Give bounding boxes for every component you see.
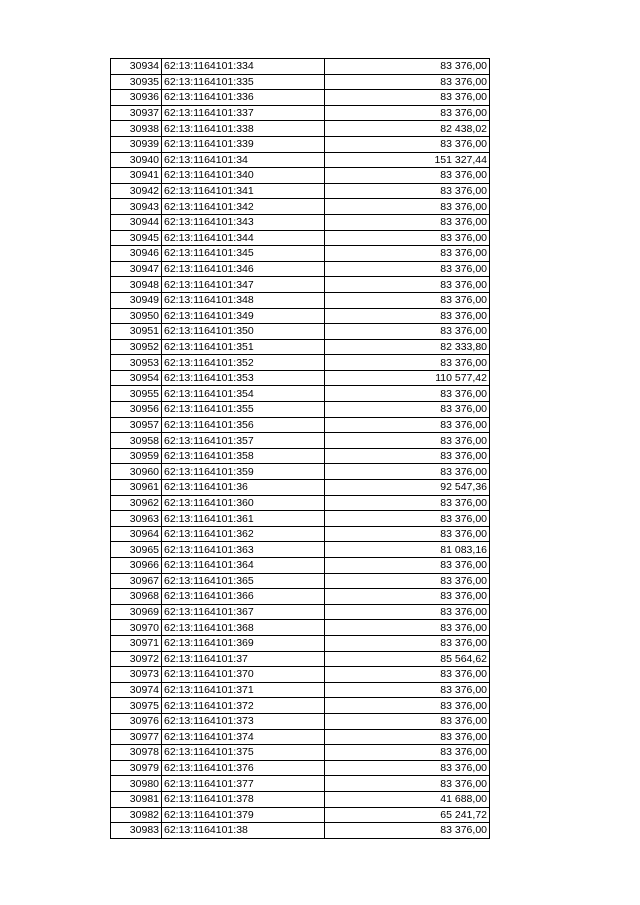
value-cell: 83 376,00 [325, 214, 490, 230]
row-number-cell: 30947 [111, 261, 162, 277]
value-cell: 83 376,00 [325, 495, 490, 511]
table-row [111, 573, 490, 589]
cadastral-number-cell: 62:13:1164101:362 [162, 526, 325, 542]
value-cell: 83 376,00 [325, 277, 490, 293]
cadastral-number-cell: 62:13:1164101:343 [162, 214, 325, 230]
cadastral-number-cell: 62:13:1164101:350 [162, 324, 325, 340]
cadastral-number-cell: 62:13:1164101:334 [162, 59, 325, 75]
value-cell: 83 376,00 [325, 698, 490, 714]
value-cell: 83 376,00 [325, 729, 490, 745]
table-row [111, 760, 490, 776]
table-row [111, 667, 490, 683]
cadastral-number-cell: 62:13:1164101:37 [162, 651, 325, 667]
value-cell: 110 577,42 [325, 370, 490, 386]
table-row [111, 464, 490, 480]
value-cell: 83 376,00 [325, 292, 490, 308]
cadastral-number-cell: 62:13:1164101:372 [162, 698, 325, 714]
cadastral-number-cell: 62:13:1164101:339 [162, 136, 325, 152]
value-cell: 83 376,00 [325, 667, 490, 683]
cadastral-number-cell: 62:13:1164101:371 [162, 682, 325, 698]
value-cell: 83 376,00 [325, 105, 490, 121]
cadastral-number-cell: 62:13:1164101:358 [162, 448, 325, 464]
table-row [111, 136, 490, 152]
table-row [111, 339, 490, 355]
table-row [111, 417, 490, 433]
value-cell: 81 083,16 [325, 542, 490, 558]
table-row [111, 308, 490, 324]
cadastral-number-cell: 62:13:1164101:360 [162, 495, 325, 511]
row-number-cell: 30970 [111, 620, 162, 636]
cadastral-number-cell: 62:13:1164101:379 [162, 807, 325, 823]
row-number-cell: 30954 [111, 370, 162, 386]
value-cell: 65 241,72 [325, 807, 490, 823]
row-number-cell: 30945 [111, 230, 162, 246]
value-cell: 83 376,00 [325, 74, 490, 90]
value-cell: 83 376,00 [325, 261, 490, 277]
row-number-cell: 30959 [111, 448, 162, 464]
row-number-cell: 30939 [111, 136, 162, 152]
value-cell: 83 376,00 [325, 183, 490, 199]
row-number-cell: 30952 [111, 339, 162, 355]
table-row [111, 292, 490, 308]
value-cell: 83 376,00 [325, 402, 490, 418]
cadastral-number-cell: 62:13:1164101:363 [162, 542, 325, 558]
cadastral-number-cell: 62:13:1164101:367 [162, 604, 325, 620]
row-number-cell: 30974 [111, 682, 162, 698]
row-number-cell: 30976 [111, 713, 162, 729]
table-row [111, 261, 490, 277]
row-number-cell: 30935 [111, 74, 162, 90]
table-row [111, 526, 490, 542]
cadastral-number-cell: 62:13:1164101:349 [162, 308, 325, 324]
cadastral-number-cell: 62:13:1164101:374 [162, 729, 325, 745]
table-row [111, 355, 490, 371]
row-number-cell: 30957 [111, 417, 162, 433]
document-sheet [110, 58, 490, 839]
cadastral-number-cell: 62:13:1164101:351 [162, 339, 325, 355]
cadastral-number-cell: 62:13:1164101:342 [162, 199, 325, 215]
cadastral-number-cell: 62:13:1164101:370 [162, 667, 325, 683]
value-cell: 85 564,62 [325, 651, 490, 667]
cadastral-number-cell: 62:13:1164101:373 [162, 713, 325, 729]
table-row [111, 152, 490, 168]
cadastral-number-cell: 62:13:1164101:366 [162, 589, 325, 605]
table-row [111, 604, 490, 620]
cadastral-number-cell: 62:13:1164101:354 [162, 386, 325, 402]
table-row [111, 823, 490, 839]
table-row [111, 807, 490, 823]
table-row [111, 495, 490, 511]
table-row [111, 511, 490, 527]
table-row [111, 121, 490, 137]
value-cell: 83 376,00 [325, 823, 490, 839]
value-cell: 83 376,00 [325, 448, 490, 464]
row-number-cell: 30977 [111, 729, 162, 745]
cadastral-number-cell: 62:13:1164101:352 [162, 355, 325, 371]
table-row [111, 682, 490, 698]
value-cell: 41 688,00 [325, 791, 490, 807]
value-cell: 83 376,00 [325, 558, 490, 574]
cadastral-number-cell: 62:13:1164101:377 [162, 776, 325, 792]
table-row [111, 651, 490, 667]
table-row [111, 246, 490, 262]
cadastral-number-cell: 62:13:1164101:347 [162, 277, 325, 293]
row-number-cell: 30983 [111, 823, 162, 839]
cadastral-number-cell: 62:13:1164101:341 [162, 183, 325, 199]
row-number-cell: 30981 [111, 791, 162, 807]
value-cell: 83 376,00 [325, 635, 490, 651]
cadastral-number-cell: 62:13:1164101:335 [162, 74, 325, 90]
row-number-cell: 30966 [111, 558, 162, 574]
row-number-cell: 30979 [111, 760, 162, 776]
value-cell: 83 376,00 [325, 776, 490, 792]
table-row [111, 480, 490, 496]
row-number-cell: 30942 [111, 183, 162, 199]
row-number-cell: 30956 [111, 402, 162, 418]
value-cell: 83 376,00 [325, 682, 490, 698]
cadastral-number-cell: 62:13:1164101:376 [162, 760, 325, 776]
table-row [111, 90, 490, 106]
value-cell: 83 376,00 [325, 246, 490, 262]
row-number-cell: 30937 [111, 105, 162, 121]
value-cell: 83 376,00 [325, 589, 490, 605]
cadastral-number-cell: 62:13:1164101:337 [162, 105, 325, 121]
row-number-cell: 30971 [111, 635, 162, 651]
cadastral-number-cell: 62:13:1164101:336 [162, 90, 325, 106]
table-row [111, 402, 490, 418]
value-cell: 83 376,00 [325, 620, 490, 636]
row-number-cell: 30949 [111, 292, 162, 308]
cadastral-number-cell: 62:13:1164101:361 [162, 511, 325, 527]
row-number-cell: 30965 [111, 542, 162, 558]
row-number-cell: 30943 [111, 199, 162, 215]
cadastral-number-cell: 62:13:1164101:338 [162, 121, 325, 137]
value-cell: 92 547,36 [325, 480, 490, 496]
table-row [111, 433, 490, 449]
table-row [111, 620, 490, 636]
row-number-cell: 30938 [111, 121, 162, 137]
row-number-cell: 30967 [111, 573, 162, 589]
cadastral-number-cell: 62:13:1164101:375 [162, 745, 325, 761]
table-row [111, 199, 490, 215]
value-cell: 83 376,00 [325, 355, 490, 371]
cadastral-number-cell: 62:13:1164101:36 [162, 480, 325, 496]
value-cell: 83 376,00 [325, 745, 490, 761]
table-row [111, 542, 490, 558]
row-number-cell: 30936 [111, 90, 162, 106]
value-cell: 83 376,00 [325, 168, 490, 184]
value-cell: 83 376,00 [325, 573, 490, 589]
row-number-cell: 30950 [111, 308, 162, 324]
row-number-cell: 30969 [111, 604, 162, 620]
value-cell: 82 438,02 [325, 121, 490, 137]
cadastral-number-cell: 62:13:1164101:378 [162, 791, 325, 807]
value-cell: 83 376,00 [325, 417, 490, 433]
value-cell: 83 376,00 [325, 386, 490, 402]
table-row [111, 589, 490, 605]
value-cell: 83 376,00 [325, 308, 490, 324]
table-row [111, 791, 490, 807]
value-cell: 83 376,00 [325, 230, 490, 246]
row-number-cell: 30964 [111, 526, 162, 542]
row-number-cell: 30975 [111, 698, 162, 714]
row-number-cell: 30973 [111, 667, 162, 683]
cadastral-number-cell: 62:13:1164101:368 [162, 620, 325, 636]
row-number-cell: 30978 [111, 745, 162, 761]
table-row [111, 59, 490, 75]
row-number-cell: 30960 [111, 464, 162, 480]
value-cell: 83 376,00 [325, 464, 490, 480]
table-row [111, 74, 490, 90]
value-cell: 82 333,80 [325, 339, 490, 355]
row-number-cell: 30944 [111, 214, 162, 230]
table-row [111, 324, 490, 340]
cadastral-number-cell: 62:13:1164101:38 [162, 823, 325, 839]
table-row [111, 277, 490, 293]
row-number-cell: 30980 [111, 776, 162, 792]
table-row [111, 105, 490, 121]
row-number-cell: 30963 [111, 511, 162, 527]
value-cell: 151 327,44 [325, 152, 490, 168]
table-row [111, 776, 490, 792]
cadastral-number-cell: 62:13:1164101:345 [162, 246, 325, 262]
table-row [111, 370, 490, 386]
table-row [111, 729, 490, 745]
row-number-cell: 30941 [111, 168, 162, 184]
table-row [111, 183, 490, 199]
row-number-cell: 30972 [111, 651, 162, 667]
table-row [111, 230, 490, 246]
row-number-cell: 30948 [111, 277, 162, 293]
value-cell: 83 376,00 [325, 433, 490, 449]
table-row [111, 635, 490, 651]
cadastral-number-cell: 62:13:1164101:359 [162, 464, 325, 480]
row-number-cell: 30958 [111, 433, 162, 449]
cadastral-number-cell: 62:13:1164101:353 [162, 370, 325, 386]
value-cell: 83 376,00 [325, 713, 490, 729]
table-row [111, 698, 490, 714]
row-number-cell: 30955 [111, 386, 162, 402]
cadastral-number-cell: 62:13:1164101:356 [162, 417, 325, 433]
value-cell: 83 376,00 [325, 199, 490, 215]
cadastral-number-cell: 62:13:1164101:34 [162, 152, 325, 168]
table-row [111, 168, 490, 184]
table-row [111, 558, 490, 574]
row-number-cell: 30982 [111, 807, 162, 823]
cadastral-number-cell: 62:13:1164101:365 [162, 573, 325, 589]
table-row [111, 386, 490, 402]
value-cell: 83 376,00 [325, 59, 490, 75]
cadastral-number-cell: 62:13:1164101:357 [162, 433, 325, 449]
cadastral-number-cell: 62:13:1164101:340 [162, 168, 325, 184]
value-cell: 83 376,00 [325, 511, 490, 527]
value-cell: 83 376,00 [325, 136, 490, 152]
cadastral-number-cell: 62:13:1164101:348 [162, 292, 325, 308]
cadastral-number-cell: 62:13:1164101:355 [162, 402, 325, 418]
table-row [111, 448, 490, 464]
value-cell: 83 376,00 [325, 760, 490, 776]
cadastral-number-cell: 62:13:1164101:344 [162, 230, 325, 246]
value-cell: 83 376,00 [325, 526, 490, 542]
row-number-cell: 30962 [111, 495, 162, 511]
row-number-cell: 30934 [111, 59, 162, 75]
row-number-cell: 30946 [111, 246, 162, 262]
table-row [111, 713, 490, 729]
row-number-cell: 30953 [111, 355, 162, 371]
cadastral-value-table [110, 58, 490, 839]
table-row [111, 214, 490, 230]
value-cell: 83 376,00 [325, 604, 490, 620]
value-cell: 83 376,00 [325, 90, 490, 106]
cadastral-number-cell: 62:13:1164101:364 [162, 558, 325, 574]
table-body [111, 59, 490, 839]
row-number-cell: 30940 [111, 152, 162, 168]
table-row [111, 745, 490, 761]
value-cell: 83 376,00 [325, 324, 490, 340]
row-number-cell: 30968 [111, 589, 162, 605]
cadastral-number-cell: 62:13:1164101:369 [162, 635, 325, 651]
cadastral-number-cell: 62:13:1164101:346 [162, 261, 325, 277]
row-number-cell: 30951 [111, 324, 162, 340]
row-number-cell: 30961 [111, 480, 162, 496]
